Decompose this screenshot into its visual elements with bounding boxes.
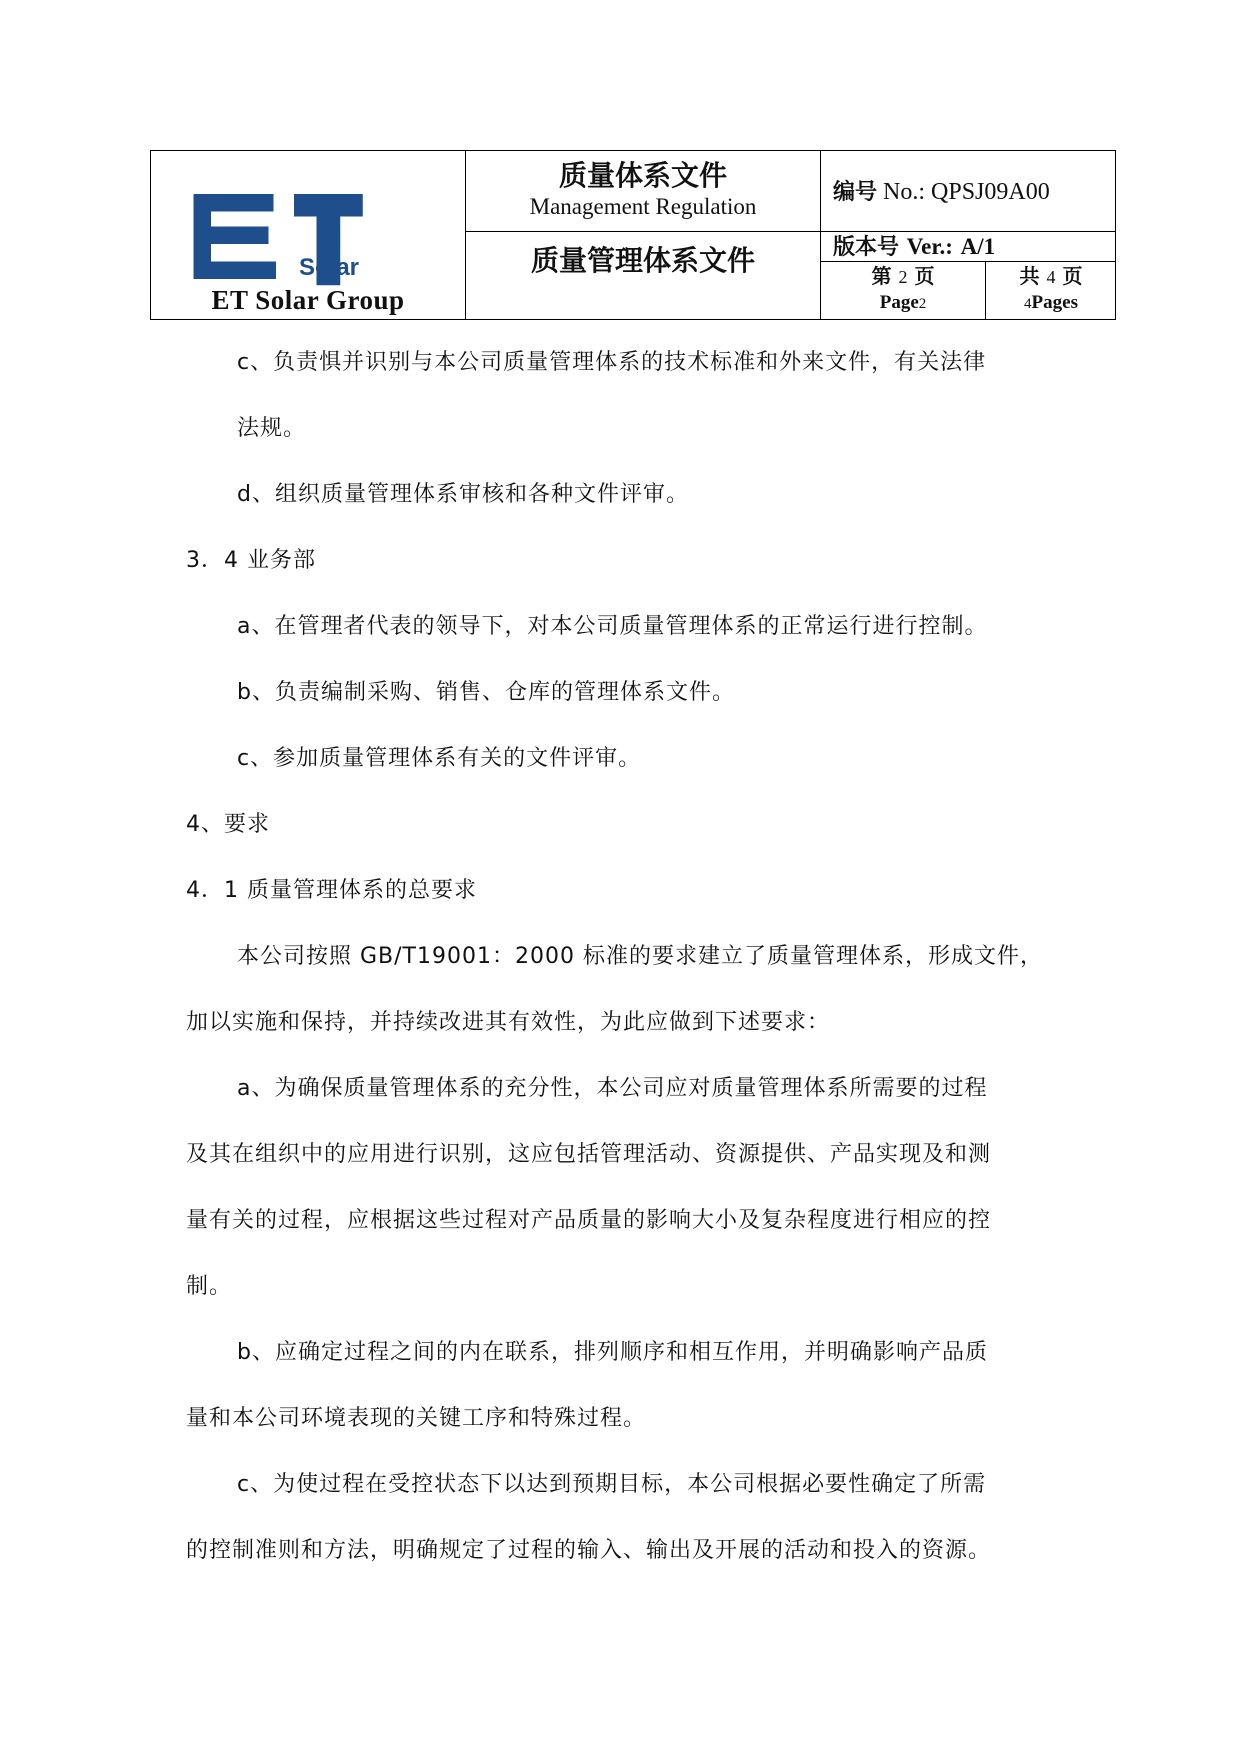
body-line: 量和本公司环境表现的关键工序和特殊过程。	[186, 1406, 647, 1431]
page-number: 2	[898, 267, 908, 287]
body-line: 加以实施和保持，并持续改进其有效性，为此应做到下述要求：	[186, 1010, 831, 1035]
version-label-en: Ver.:	[906, 234, 953, 259]
body-line: c、参加质量管理体系有关的文件评审。	[237, 746, 642, 771]
body-line: a、在管理者代表的领导下，对本公司质量管理体系的正常运行进行控制。	[237, 614, 988, 639]
total-pages-cell	[986, 262, 1116, 319]
total-number: 4	[1046, 267, 1056, 287]
doc-type-zh: 质量体系文件	[558, 159, 727, 192]
version-cell	[821, 232, 1116, 262]
version-value: A/1	[960, 234, 996, 259]
page-prefix: 第	[871, 264, 892, 288]
doc-title: 质量管理体系文件	[530, 244, 755, 277]
doc-type-en: Management Regulation	[529, 194, 757, 219]
body-line: 的控制准则和方法，明确规定了过程的输入、输出及开展的活动和投入的资源。	[186, 1538, 992, 1563]
body-line: a、为确保质量管理体系的充分性，本公司应对质量管理体系所需要的过程	[237, 1076, 988, 1101]
total-prefix: 共	[1019, 264, 1040, 288]
company-name: ET Solar Group	[211, 285, 405, 315]
version-label: 版本号	[833, 235, 900, 260]
body-line: 制。	[186, 1274, 233, 1299]
et-solar-logo	[181, 179, 391, 289]
body-line: 法规。	[237, 416, 307, 441]
body-line: c、为使过程在受控状态下以达到预期目标，本公司根据必要性确定了所需	[237, 1472, 987, 1497]
section-heading: 4．1 质量管理体系的总要求	[186, 878, 477, 903]
number-label-en: No.:	[883, 179, 926, 205]
doc-number-cell	[821, 151, 1116, 232]
doc-title-cell	[466, 232, 821, 319]
total-en-label: Pages	[1031, 292, 1078, 313]
body-line: 本公司按照 GB/T19001：2000 标准的要求建立了质量管理体系，形成文件，	[237, 944, 1043, 969]
doc-type-cell	[466, 151, 821, 232]
body-line: d、组织质量管理体系审核和各种文件评审。	[237, 482, 689, 507]
section-heading: 3．4 业务部	[186, 548, 316, 573]
body-line: 及其在组织中的应用进行识别，这应包括管理活动、资源提供、产品实现及和测	[186, 1142, 992, 1167]
page-en-label: Page	[879, 292, 919, 313]
number-value: QPSJ09A00	[931, 179, 1050, 205]
body-line: b、应确定过程之间的内在联系，排列顺序和相互作用，并明确影响产品质	[237, 1340, 988, 1365]
logo-cell	[151, 151, 466, 319]
document-header-table	[150, 150, 1116, 320]
page-en-number: 2	[918, 296, 927, 312]
section-heading: 4、要求	[186, 812, 270, 837]
body-line: 量有关的过程，应根据这些过程对产品质量的影响大小及复杂程度进行相应的控	[186, 1208, 992, 1233]
total-suffix: 页	[1062, 264, 1083, 288]
body-line: b、负责编制采购、销售、仓库的管理体系文件。	[237, 680, 735, 705]
body-line: c、负责惧并识别与本公司质量管理体系的技术标准和外来文件，有关法律	[237, 350, 987, 375]
logo-text: Solar	[299, 254, 360, 281]
page-number-cell	[821, 262, 986, 319]
page-suffix: 页	[914, 264, 935, 288]
total-en-number: 4	[1024, 296, 1032, 312]
number-label: 编号	[833, 180, 878, 205]
